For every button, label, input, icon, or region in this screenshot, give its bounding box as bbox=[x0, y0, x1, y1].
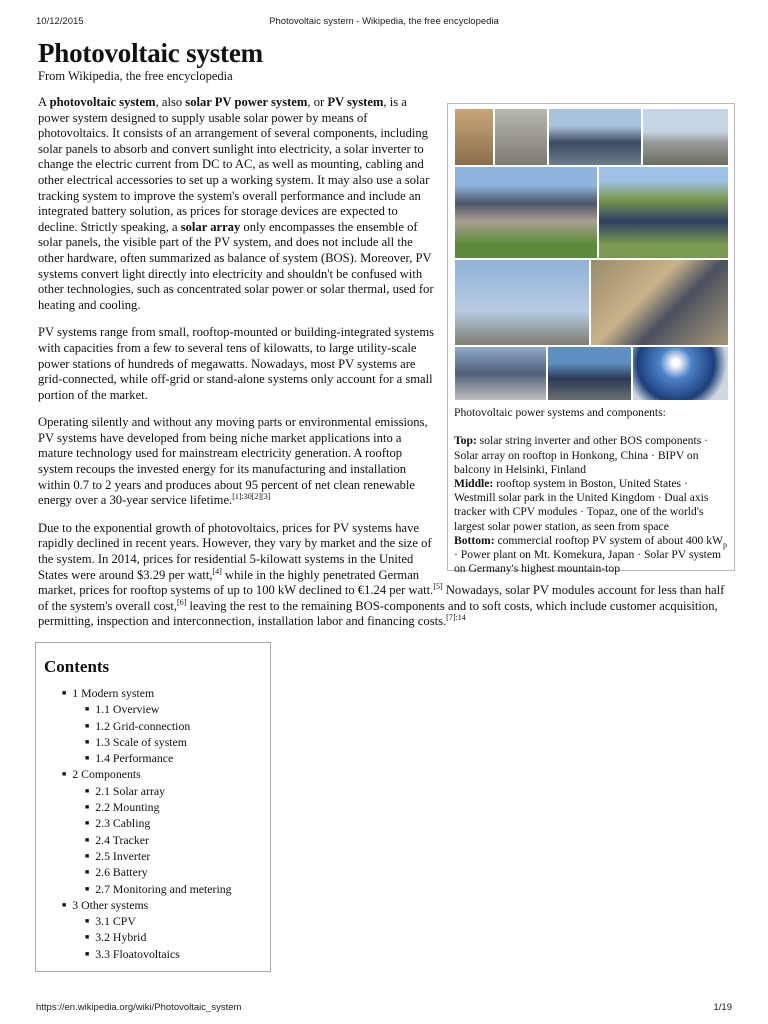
rooftop-hongkong-photo bbox=[548, 108, 642, 166]
print-url: https://en.wikipedia.org/wiki/Photovoltaic_system bbox=[36, 1002, 242, 1013]
toc-item[interactable]: ■ 2.1 Solar array bbox=[85, 784, 270, 800]
print-title: Photovoltaic system - Wikipedia, the free encyclopedia bbox=[269, 16, 499, 27]
text: · Power plant on Mt. Komekura, Japan · Solar PV system on Germany's highest mountain-top bbox=[454, 548, 722, 576]
toc-sublist bbox=[85, 784, 270, 898]
page-title: Photovoltaic system bbox=[38, 38, 263, 68]
infobox-caption bbox=[454, 406, 732, 576]
label: Middle: bbox=[454, 477, 494, 491]
westmill-park-photo bbox=[598, 166, 729, 259]
caption-middle bbox=[454, 477, 732, 534]
caption-bottom bbox=[454, 534, 732, 577]
toc-title: Contents bbox=[44, 657, 110, 676]
label: Bottom: bbox=[454, 533, 495, 547]
toc-section[interactable] bbox=[62, 898, 270, 963]
text: Nowadays, solar PV modules account for less than half of the system's overall cost, bbox=[38, 583, 725, 613]
toc-item[interactable]: ■ 1.4 Performance bbox=[85, 751, 270, 767]
text: , is a power system designed to supply usable solar power by means of photovoltaics. It consists of an arrangement of several components, including solar panels to absorb and convert sunlight into electricity, a solar inverter to change the electric current from DC to AC, as well as mounting, cabling and other electrical accessories to set up a working system. It may also use a solar tracking system to improve the system's overall performance and include an integrated battery solution, as prices for storage devices are expected to decline. Strictly speaking, a bbox=[38, 95, 430, 234]
caption-title: Photovoltaic power systems and components: bbox=[454, 406, 666, 419]
bipv-helsinki-photo bbox=[642, 108, 729, 166]
reference-link[interactable]: [5] bbox=[433, 582, 443, 592]
text: while in the highly penetrated German market, prices for rooftop systems of up to 100 kW declined to €1.24 per watt. bbox=[38, 567, 434, 598]
toc-item[interactable]: ■ 3.1 CPV bbox=[85, 914, 270, 930]
text: in the United States were around $3.29 per watt, bbox=[38, 552, 414, 582]
text: , or bbox=[307, 95, 328, 109]
topaz-space-photo bbox=[590, 259, 729, 346]
infobox bbox=[447, 103, 735, 576]
text: only encompasses the ensemble of solar panels, the visible part of the PV system, and does not include all the other hardware, often summarized as balance of system (BOS). Moreover, PV systems convert light directly into electricity and shouldn't be confused with other technologies, such as concentrated solar power or solar thermal, used for heating and cooling. bbox=[38, 219, 434, 312]
text: Due to the exponential growth of photovoltaics, prices for PV systems have rapidly declined in recent years. However, they vary by market and the size of the system. In 2014, prices for residential 5-kilowatt systems bbox=[38, 520, 432, 567]
caption-top bbox=[454, 434, 732, 477]
print-date: 10/12/2015 bbox=[36, 16, 84, 27]
reference-link[interactable]: [7]:14 bbox=[446, 613, 466, 623]
toc-section[interactable] bbox=[62, 767, 270, 897]
label: Top: bbox=[454, 434, 477, 448]
toc-item[interactable]: ■ 2.7 Monitoring and metering bbox=[85, 882, 270, 898]
paragraph-2: PV systems range from small, rooftop-mounted or building-integrated systems with capacities from a few to several tens of kilowatts, to large utility-scale power stations of hundreds of megawatts. Nowadays, most PV systems are grid-connected, while off-grid or stand-alone systems only account for a small portion of the market. bbox=[38, 325, 435, 402]
page-subtitle: From Wikipedia, the free encyclopedia bbox=[38, 69, 233, 83]
toc-link[interactable]: 1 Modern system bbox=[72, 686, 155, 700]
toc-item[interactable]: ■ 2.2 Mounting bbox=[85, 800, 270, 816]
text: commercial rooftop PV system of about 400 kW bbox=[494, 533, 723, 547]
text: Operating silently and without any moving parts or environmental emissions, PV systems have developed from being niche market applications into a mature technology used for mainstream electricity generation. A rooftop system recoups the invested energy for its manufacturing and installation within 0.7 to 2 years and produces about 95 percent of net clean renewable energy over a 30-year service lifetime. bbox=[38, 415, 428, 508]
toc-item[interactable]: ■ 1.2 Grid-connection bbox=[85, 719, 270, 735]
bos-photo bbox=[494, 108, 548, 166]
toc-link[interactable]: 2 Components bbox=[72, 767, 141, 782]
toc-section[interactable] bbox=[62, 686, 270, 767]
bold-term: PV system bbox=[327, 95, 384, 109]
table-of-contents bbox=[35, 642, 271, 972]
mountaintop-photo bbox=[632, 346, 729, 401]
toc-item[interactable]: ■ 2.5 Inverter bbox=[85, 849, 270, 865]
reference-link[interactable]: [6] bbox=[177, 597, 187, 607]
toc-item[interactable]: ■ 1.3 Scale of system bbox=[85, 735, 270, 751]
boston-house-photo bbox=[454, 166, 598, 259]
bold-term: photovoltaic system bbox=[49, 95, 156, 109]
toc-item[interactable]: ■ 3.3 Floatovoltaics bbox=[85, 947, 270, 963]
toc-list bbox=[62, 686, 270, 963]
text: solar string inverter and other BOS components · Solar array on rooftop in Honkong, China · BIPV on balcony in Helsinki, Finland bbox=[454, 434, 708, 476]
text: leaving the rest to the remaining BOS-components and to soft costs, which include customer acquisition, permitting, inspection and interconnection, installation labor and financing costs. bbox=[38, 598, 718, 629]
toc-item[interactable]: ■ 3.2 Hybrid bbox=[85, 930, 270, 946]
bold-term: solar array bbox=[180, 219, 241, 234]
inverter-photo bbox=[454, 108, 494, 166]
page-number: 1/19 bbox=[713, 1002, 732, 1013]
toc-item[interactable]: ■ 2.6 Battery bbox=[85, 865, 270, 881]
text: rooftop system in Boston, United States · Westmill solar park in the United Kingdom · Dual axis tracker with CPV modules · Topaz, one of the world's largest solar power station, as seen from space bbox=[454, 477, 709, 533]
bold-term: solar PV power system bbox=[185, 95, 308, 109]
article-content bbox=[38, 95, 735, 972]
reference-link[interactable]: [4] bbox=[212, 566, 222, 576]
reference-link[interactable]: [1]:30[2][3] bbox=[232, 492, 271, 502]
toc-item[interactable]: ■ 2.3 Cabling bbox=[85, 816, 270, 832]
toc-sublist bbox=[85, 914, 270, 963]
text: A bbox=[38, 95, 50, 109]
toc-sublist bbox=[85, 702, 270, 767]
toc-item[interactable]: ■ 1.1 Overview bbox=[85, 702, 270, 718]
komekura-photo bbox=[547, 346, 632, 401]
commercial-rooftop-photo bbox=[454, 346, 547, 401]
toc-link[interactable]: 3 Other systems bbox=[72, 897, 149, 912]
subscript: p bbox=[722, 540, 727, 550]
cpv-tracker-photo bbox=[454, 259, 590, 346]
photo-mosaic[interactable] bbox=[454, 108, 729, 401]
toc-item[interactable]: ■ 2.4 Tracker bbox=[85, 833, 270, 849]
text: , also bbox=[155, 95, 186, 109]
